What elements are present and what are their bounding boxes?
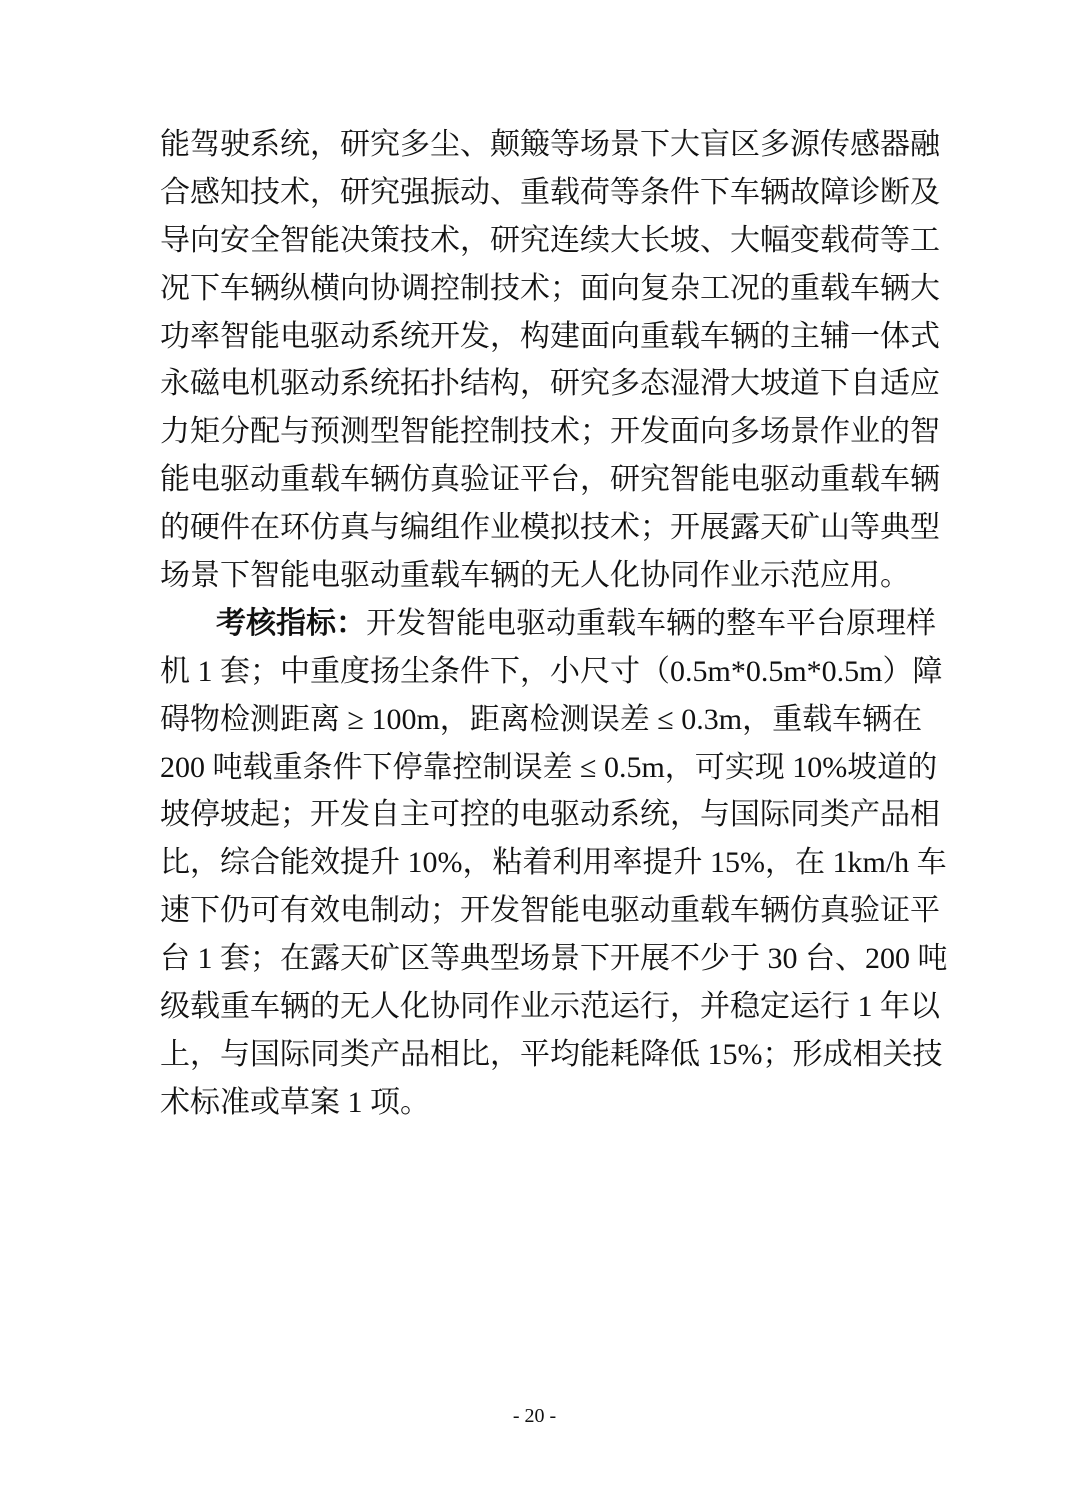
page-number: - 20 -	[512, 1405, 557, 1427]
text-line: 功率智能电驱动系统开发，构建面向重载车辆的主辅一体式	[160, 319, 940, 353]
paragraph-1	[160, 121, 940, 600]
assessment-heading: 考核指标：	[216, 606, 366, 640]
text-line: 能驾驶系统，研究多尘、颠簸等场景下大盲区多源传感器融	[160, 128, 940, 161]
text-line: 场景下智能电驱动重载车辆的无人化协同作业示范应用。	[160, 559, 910, 593]
text-line: 台 1 套；在露天矿区等典型场景下开展不少于 30 台、200 吨	[160, 942, 948, 976]
text-line-rest: 开发智能电驱动重载车辆的整车平台原理样	[366, 606, 936, 640]
text-line: 永磁电机驱动系统拓扑结构，研究多态湿滑大坡道下自适应	[160, 367, 940, 401]
text-line	[160, 600, 936, 648]
text-line: 术标准或草案 1 项。	[160, 1085, 430, 1119]
text-line: 能电驱动重载车辆仿真验证平台，研究智能电驱动重载车辆	[160, 463, 940, 497]
text-line: 导向安全智能决策技术，研究连续大长坡、大幅变载荷等工	[160, 223, 940, 257]
text-line: 速下仍可有效电制动；开发智能电驱动重载车辆仿真验证平	[160, 894, 940, 928]
text-line: 合感知技术，研究强振动、重载荷等条件下车辆故障诊断及	[160, 175, 940, 209]
text-line: 级载重车辆的无人化协同作业示范运行，并稳定运行 1 年以	[160, 990, 940, 1024]
paragraph-assessment-indicators	[160, 600, 948, 1127]
text-line: 比，综合能效提升 10%，粘着利用率提升 15%，在 1km/h 车	[160, 846, 947, 880]
text-line: 机 1 套；中重度扬尘条件下，小尺寸（0.5m*0.5m*0.5m）障	[160, 654, 943, 688]
text-line: 的硬件在环仿真与编组作业模拟技术；开展露天矿山等典型	[160, 511, 940, 545]
text-line: 碍物检测距离 ≥ 100m，距离检测误差 ≤ 0.3m，重载车辆在	[160, 702, 923, 736]
text-line: 况下车辆纵横向协调控制技术；面向复杂工况的重载车辆大	[160, 271, 940, 305]
text-line: 上，与国际同类产品相比，平均能耗降低 15%；形成相关技	[160, 1037, 943, 1071]
text-line: 力矩分配与预测型智能控制技术；开发面向多场景作业的智	[160, 415, 940, 449]
text-line: 坡停坡起；开发自主可控的电驱动系统，与国际同类产品相	[160, 798, 940, 832]
body-text	[160, 121, 948, 1127]
text-line: 200 吨载重条件下停靠控制误差 ≤ 0.5m，可实现 10%坡道的	[160, 750, 938, 784]
